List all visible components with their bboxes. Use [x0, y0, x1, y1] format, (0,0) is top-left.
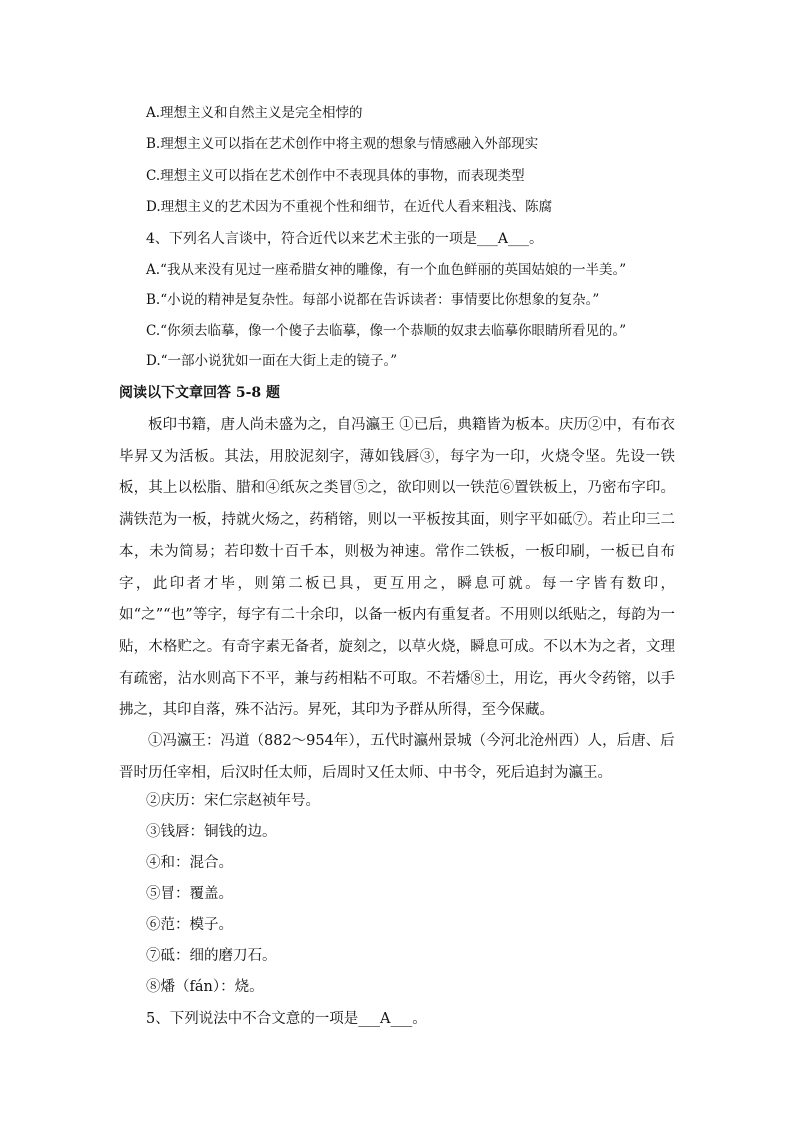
section-heading: 阅读以下文章回答 5-8 题	[119, 385, 281, 401]
q3-option-a: A.理想主义和自然主义是完全相悖的	[146, 105, 363, 121]
note-3: ③钱唇：铜钱的边。	[146, 824, 277, 840]
passage: 板印书籍，唐人尚未盛为之，自冯瀛王 ①已后，典籍皆为板本。庆历②中，有布衣毕昇又为活板。其法，用胶泥刻字，薄如钱唇③，每字为一印，火烧令坚。先设一铁板，其上以松脂、腊和④纸灰之类冒⑤之，欲印则以一铁范⑥置铁板上，乃密布字印。满铁范为一板，持就火炀之，药稍镕，则以一平板按其面，则字平如砥⑦。若止印三二本，未为简易；若印数十百千本，则极为神速。常作二铁板，一板印刷，一板已自布字，此印者才毕，则第二板已具，更互用之，瞬息可就。每一字皆有数印，如“之”“也”等字，每字有二十余印，以备一板内有重复者。不用则以纸贴之，每韵为一贴，木格贮之。有奇字素无备者，旋刻之，以草火烧，瞬息可成。不以木为之者，文理有疏密，沾水则高下不平，兼与药相粘不可取。不若燔⑧土，用讫，再火令药镕，以手拂之，其印自落，殊不沾污。昇死，其印为予群从所得，至今保藏。	[119, 417, 675, 719]
q3-option-c: C.理想主义可以指在艺术创作中不表现具体的事物，而表现类型	[146, 168, 525, 184]
q4-stem: 4、下列名人言谈中，符合近代以来艺术主张的一项是___A___。	[146, 231, 544, 247]
note-6: ⑥范：模子。	[146, 917, 233, 933]
note-7: ⑦砥：细的磨刀石。	[146, 948, 277, 964]
q4-option-c: C.“你须去临摹，像一个傻子去临摹，像一个恭顺的奴隶去临摹你眼睛所看见的。”	[146, 323, 627, 339]
q3-option-d: D.理想主义的艺术因为不重视个性和细节，在近代人看来粗浅、陈腐	[146, 199, 553, 215]
q3-option-b: B.理想主义可以指在艺术创作中将主观的想象与情感融入外部现实	[146, 136, 539, 152]
note-5: ⑤冒：覆盖。	[146, 886, 233, 902]
q4-option-d: D.“一部小说犹如一面在大街上走的镜子。”	[146, 353, 398, 369]
q4-option-a: A.“我从来没有见过一座希腊女神的雕像，有一个血色鲜丽的英国姑娘的一半美。”	[146, 262, 627, 278]
note-2: ②庆历：宋仁宗赵祯年号。	[146, 793, 320, 809]
q5-stem: 5、下列说法中不合文意的一项是___A___。	[146, 1011, 427, 1027]
note-4: ④和：混合。	[146, 855, 233, 871]
q4-option-b: B.“小说的精神是复杂性。每部小说都在告诉读者：事情要比你想象的复杂。”	[146, 292, 600, 308]
note-1: ①冯瀛王：冯道（882～954年），五代时瀛州景城（今河北沧州西）人，后唐、后晋时历任宰相，后汉时任太师，后周时又任太师、中书令，死后追封为瀛王。	[119, 733, 675, 781]
note-8: ⑧燔（fán）：烧。	[146, 979, 264, 995]
